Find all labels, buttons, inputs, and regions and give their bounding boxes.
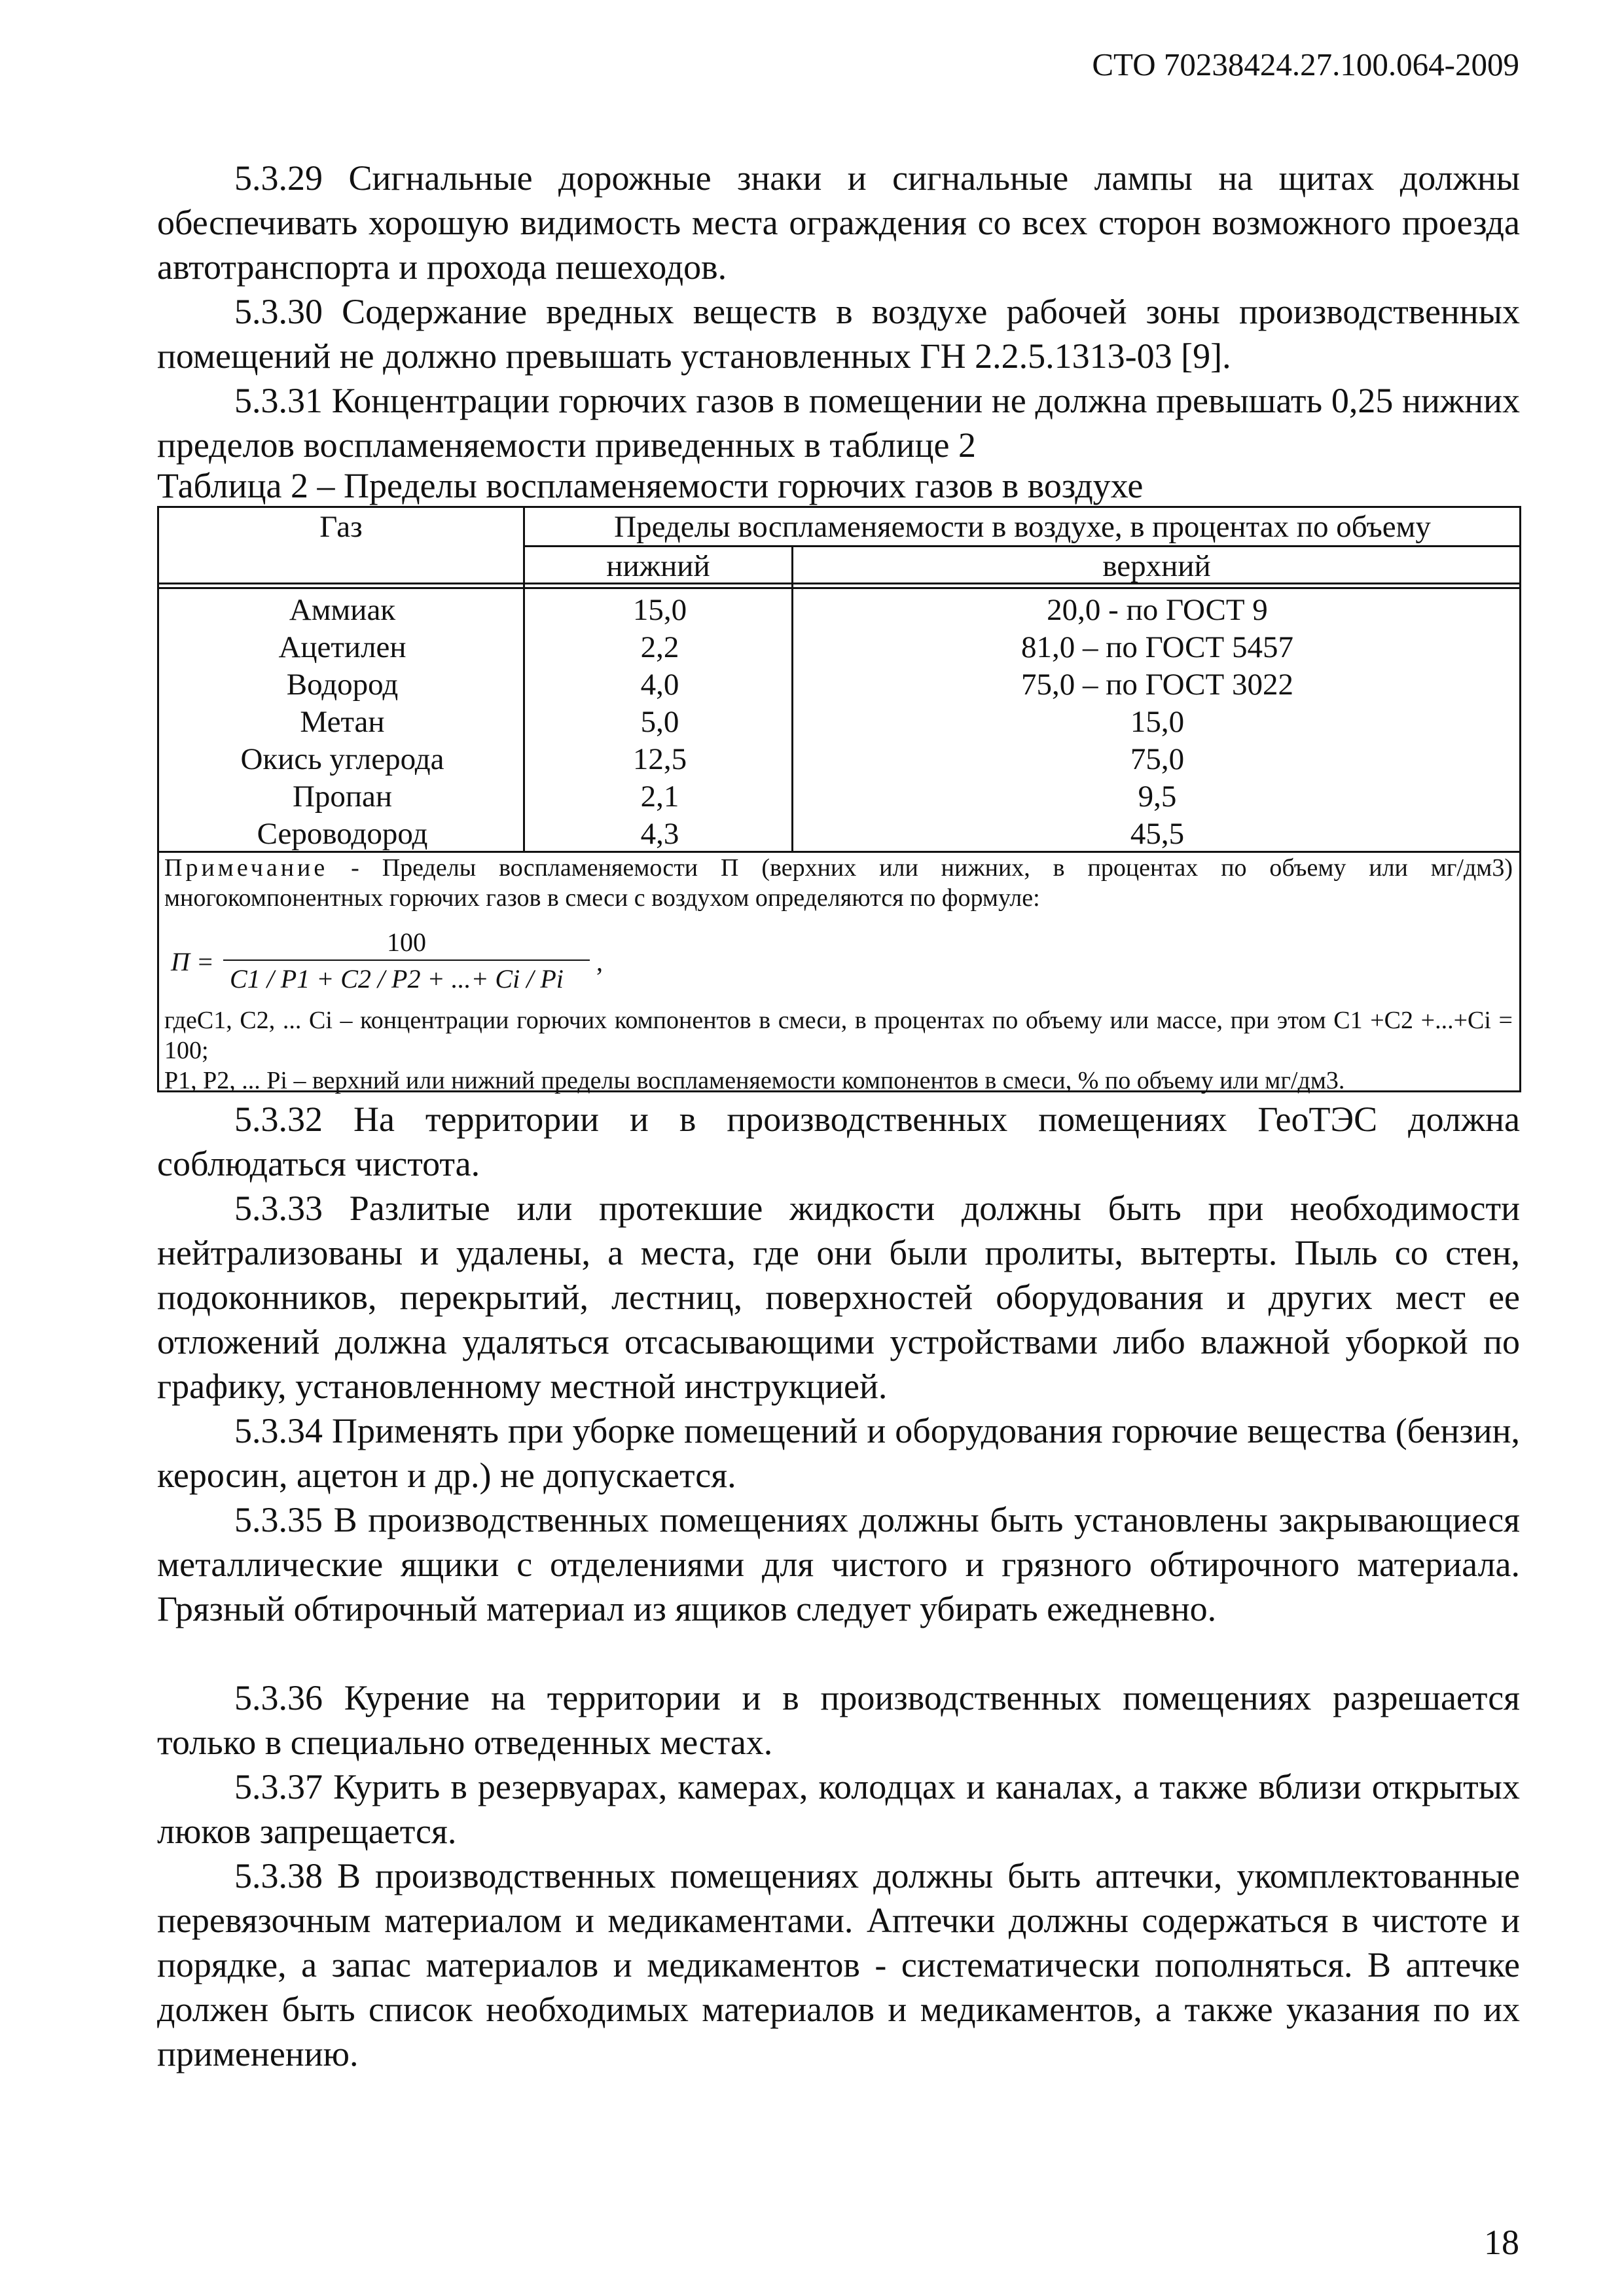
gas-name: Аммиак <box>289 593 396 627</box>
table-row <box>159 628 1519 666</box>
gas-name: Водород <box>286 668 399 702</box>
lower-limit: 5,0 <box>640 705 679 739</box>
row-divider <box>159 587 1519 589</box>
page-number: 18 <box>1484 2223 1519 2262</box>
upper-limit: 75,0 <box>1130 742 1185 776</box>
where-text: гдеC1, C2, ... Ci – концентрации горючих компонентов в смеси, в процентах по объему или массе, при этом C1 +C2 +...+Ci = 100; <box>164 1007 1513 1064</box>
formula-comma: , <box>596 947 603 977</box>
upper-limit: 9,5 <box>1138 780 1177 814</box>
gas-name: Ацетилен <box>278 630 406 664</box>
header-upper: верхний <box>1102 549 1211 583</box>
formula-lhs: П = <box>171 947 214 977</box>
table-note <box>164 853 1513 913</box>
gas-name: Пропан <box>292 780 393 814</box>
upper-limit: 75,0 – по ГОСТ 3022 <box>1021 668 1293 702</box>
formula-denominator: C1 / P1 + C2 / P2 + ...+ Ci / Pi <box>230 964 564 994</box>
document-code: СТО 70238424.27.100.064-2009 <box>1092 46 1519 82</box>
lower-limit: 2,2 <box>640 630 679 664</box>
lower-limit: 12,5 <box>632 742 687 776</box>
paragraph-5-3-32: 5.3.32 На территории и в производственных помещениях ГеоТЭС должна соблюдаться чистота. <box>157 1100 1520 1183</box>
table-row <box>159 740 1519 778</box>
paragraph-5-3-31: 5.3.31 Концентрации горючих газов в помещении не должна превышать 0,25 нижних пределов воспламеняемости приведенных в таблице 2 <box>157 381 1520 465</box>
paragraph-5-3-36: 5.3.36 Курение на территории и в производственных помещениях разрешается только в специально отведенных местах. <box>157 1678 1520 1762</box>
gas-name: Окись углерода <box>240 742 444 776</box>
header-gas: Газ <box>319 510 363 544</box>
lower-limit: 15,0 <box>632 593 687 627</box>
gas-name: Метан <box>300 705 385 739</box>
paragraph-5-3-35: 5.3.35 В производственных помещениях должны быть установлены закрывающиеся металлические ящики с отделениями для чистого и грязного обтирочного материала. Грязный обтирочный материал из ящиков следует убирать ежедневно. <box>157 1500 1520 1628</box>
flammability-table <box>157 506 1521 1092</box>
upper-limit: 45,5 <box>1130 817 1185 851</box>
table-caption: Таблица 2 – Пределы воспламеняемости горючих газов в воздухе <box>157 466 1144 505</box>
paragraph-5-3-37: 5.3.37 Курить в резервуарах, камерах, колодцах и каналах, а также вблизи открытых люков запрещается. <box>157 1767 1520 1851</box>
paragraph-5-3-34: 5.3.34 Применять при уборке помещений и оборудования горючие вещества (бензин, керосин, ацетон и др.) не допускается. <box>157 1411 1520 1495</box>
upper-limit: 81,0 – по ГОСТ 5457 <box>1021 630 1293 664</box>
lower-limit: 2,1 <box>640 780 679 814</box>
header-lower: нижний <box>606 549 710 583</box>
formula-numerator: 100 <box>387 927 426 957</box>
table-row <box>159 591 1519 629</box>
paragraph-5-3-30: 5.3.30 Содержание вредных веществ в воздухе рабочей зоны производственных помещений не должно превышать установленных ГН 2.2.5.1313-03 [9]. <box>157 292 1520 376</box>
paragraph-5-3-33: 5.3.33 Разлитые или протекшие жидкости должны быть при необходимости нейтрализованы и удалены, а места, где они были пролиты, вытерты. Пыль со стен, подоконников, перекрытий, лестниц, поверхностей оборудования и других мест ее отложений должна удаляться отсасывающими устройствами либо влажной уборкой по графику, установленному местной инструкцией. <box>157 1189 1520 1406</box>
note-label: Примечание <box>164 854 329 882</box>
lower-limit: 4,3 <box>640 817 679 851</box>
table-row <box>159 666 1519 704</box>
gas-name: Сероводород <box>257 817 428 851</box>
upper-limit: 20,0 - по ГОСТ 9 <box>1047 593 1268 627</box>
table-row <box>159 778 1519 816</box>
fraction-bar <box>223 960 590 961</box>
table-row <box>159 703 1519 741</box>
paragraph-5-3-29: 5.3.29 Сигнальные дорожные знаки и сигнальные лампы на щитах должны обеспечивать хорошую видимость места ограждения со всех сторон возможного проезда автотранспорта и прохода пешеходов. <box>157 158 1520 287</box>
upper-limit: 15,0 <box>1130 705 1185 739</box>
table-row <box>159 815 1519 853</box>
paragraph-5-3-38: 5.3.38 В производственных помещениях должны быть аптечки, укомплектованные перевязочным материалом и медикаментами. Аптечки должны содержаться в чистоте и порядке, а запас материалов и медикаментов - систематически пополняться. В аптечке должен быть список необходимых материалов и медикаментов, а также указания по их применению. <box>157 1856 1520 2073</box>
note-text: - Пределы воспламеняемости П (верхних или нижних, в процентах по объему или мг/дм3) многокомпонентных горючих газов в смеси с воздухом определяются по формуле: <box>164 854 1513 912</box>
formula-legend <box>164 1005 1513 1096</box>
header-limits: Пределы воспламеняемости в воздухе, в процентах по объему <box>614 510 1431 544</box>
lower-limit: 4,0 <box>640 668 679 702</box>
formula <box>171 927 695 999</box>
p-text: P1, P2, ... Pi – верхний или нижний пределы воспламеняемости компонентов в смеси, % по объему или мг/дм3. <box>164 1067 1345 1094</box>
